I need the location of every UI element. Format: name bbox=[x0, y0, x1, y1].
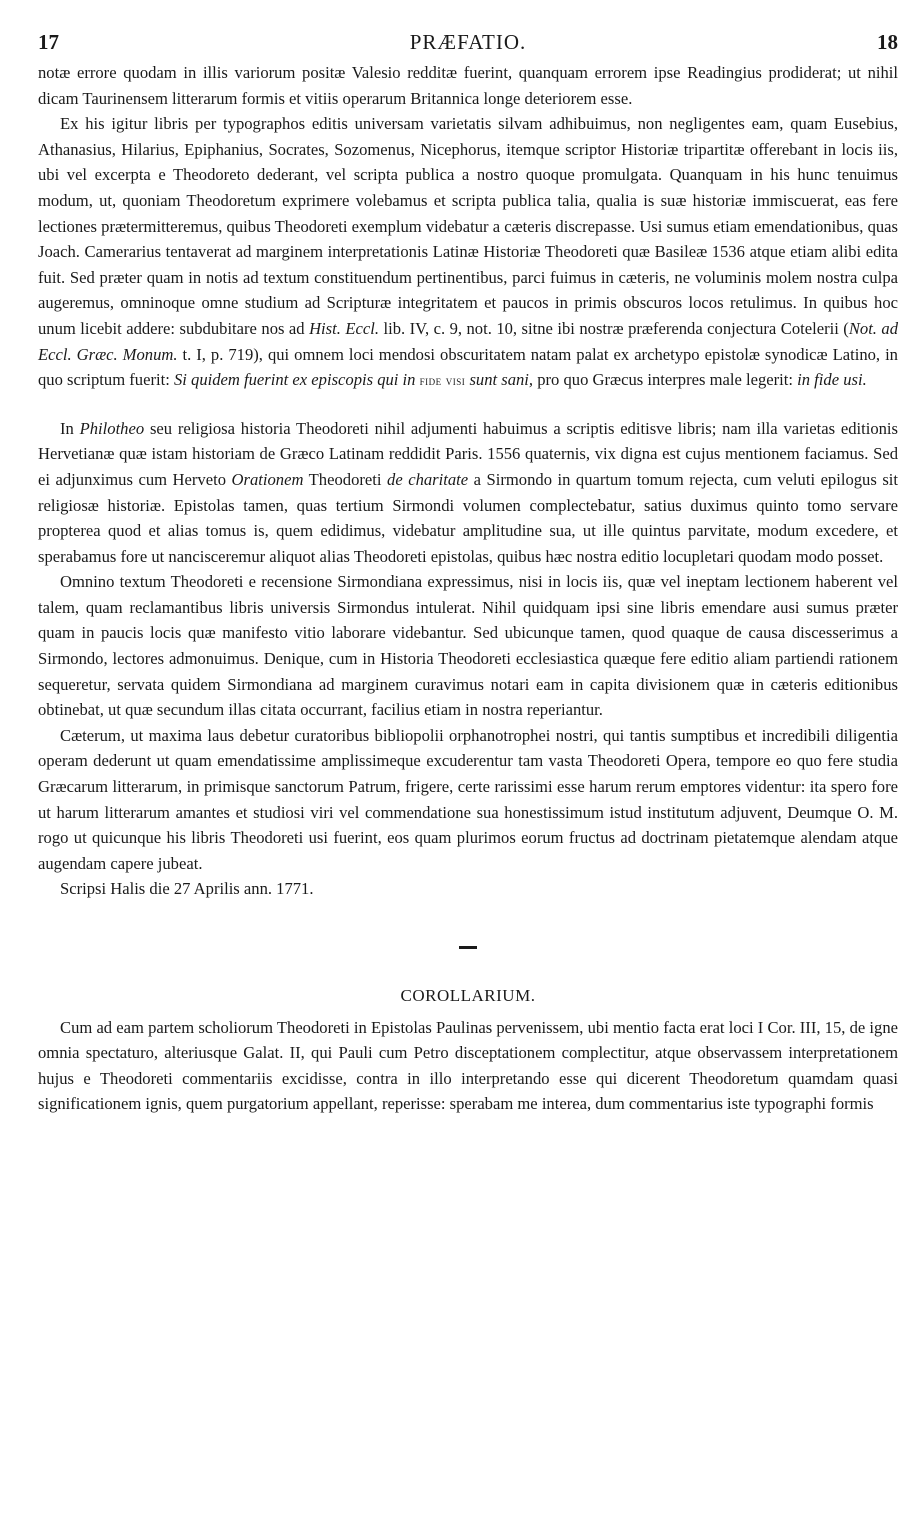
running-title: PRÆFATIO. bbox=[409, 30, 527, 54]
corollarium-text: Cum ad eam partem scholiorum Theodoreti in Epistolas Paulinas pervenissem, ubi mentio facta erat loci I Cor. III, 15, de igne omnia spectaturo, alteriusque Galat. II, qui Pauli cum Petro disceptationem complectitur, atque observassem interpretationem hujus e Theodoreti commentariis excidisse, contra in illo interpretando esse qui dicerent Theodoretum quamdam quasi significationem ignis, quem purgatorium appellant, reperisse: sperabam me interea, dum commentarius iste typographi formis bbox=[38, 1017, 898, 1114]
latin-quote: Si quidem fuerint ex episcopis qui in bbox=[173, 370, 416, 390]
small-caps-visi: visi bbox=[445, 373, 466, 389]
corollarium-title: COROLLARIUM. bbox=[400, 986, 536, 1005]
title-philotheo: Philotheo bbox=[79, 418, 145, 438]
small-caps-fide: fide bbox=[419, 373, 442, 389]
citation-cotelerii: Not. ad Eccl. Græc. Monum. bbox=[38, 318, 899, 364]
greek-reading: in fide usi. bbox=[797, 370, 867, 390]
paragraph-textum: Omnino textum Theodoreti e recensione Sirmondiana expressimus, nisi in locis iis, quæ vel ineptam lectionem haberent vel talem, quam reclamantibus libris universis Sirmondus intulerat. Nihil quidquam ipsi sine libris emendare ausi sumus præter quam in paucis locis quæ manifesto vitio laborare videbantur. Sed ubicunque tamen, quod quaque de causa discesserimus a Sirmondo, lectores admonuimus. Denique, cum in Historia Theodoreti ecclesiastica quæque fere editio aliam partiendi rationem sequeretur, servata quidem Sirmondiana ad marginem curavimus notari eam in capita divisionem quæ in cæteris editionibus obtinebat, ut quæ secundum illas citata occurrant, facilius etiam in nostra reperiantur. bbox=[38, 572, 898, 720]
paragraph-sources: Ex his igitur libris per typographos editis universam varietatis silvam adhibuimus, non negligentes eam, quam Eusebius, Athanasius, Hilarius, Epiphanius, Socrates, Sozomenus, Nicephorus, itemque scriptor Historiæ tripartitæ offerebant in locis iis, ubi vel excerpta e Theodoreto dederant, vel scripta publica a nostro quoque promulgata. Quanquam in his hunc tenuimus modum, ut, quoniam Theodoretum exprimere volebamus et scripta publica talia, qualia is suæ historiæ immiscuerat, eas fere lectiones prætermitteremus, quibus Theodoreti exemplum videbatur a cæteris discrepasse. Usi sumus etiam emendationibus, quas Joach. Camerarius tentaverat ad marginem interpretationis Latinæ Historiæ Theodoreti quæ Basileæ 1536 atque etiam alibi edita fuit. Sed præter quam in notis ad textum constituendum pertinentibus, parci fuimus in cæteris, ne voluminis molem nostra culpa augeremus, omninoque omne studium ad Scripturæ integritatem et paucos in primis obscuros locos retulimus. In quibus hoc unum licebit addere: subdubitare nos ad Hist. Eccl. lib. IV, c. 9, not. 10, sitne ibi nostræ præferenda conjectura Cotelerii (Not. ad Eccl. Græc. Monum. t. I, p. 719), qui omnem loci mendosi obscuritatem natam palat ex archetypo epistolæ synodicæ Latino, in quo scriptum fuerit: Si quidem fuerint ex episcopis qui in fide visi sunt sani, pro quo Græcus interpres male legerit: in fide usi. bbox=[38, 114, 899, 390]
section-divider bbox=[459, 946, 477, 949]
signature-line: Scripsi Halis die 27 Aprilis ann. 1771. bbox=[60, 879, 314, 899]
paragraph-continuation: notæ errore quodam in illis variorum positæ Valesio redditæ fuerint, quanquam errorem ipse Readingius prodiderat; ut nihil dicam Taurinensem litterarum formis et vitiis operarum Britannica longe deteriorem esse. bbox=[38, 63, 898, 108]
title-orationem: Orationem bbox=[231, 469, 304, 489]
paragraph-caeterum: Cæterum, ut maxima laus debetur curatoribus bibliopolii orphanotrophei nostri, qui tantis sumptibus et incredibili diligentia operam dederunt ut quam emendatissime amplissimeque excuderentur tam vasta Theodoreti Opera, tempore eo quo fere studia Græcarum litterarum, in primisque sanctorum Patrum, frigere, certe rarissimi esse harum rerum emptores videntur: ita spero fore ut harum litterarum amantes et studiosi viri vel commendatione sua honestissimum istud institutum adjuvent, Deumque O. M. rogo ut quicunque his libris Theodoreti usi fuerint, eos quam plurimos eorum fructus ad doctrinam pietatemque alendam atque augendam capere jubeat. bbox=[38, 725, 898, 873]
page-number-right: 18 bbox=[877, 30, 898, 54]
citation-hist-eccl: Hist. Eccl. bbox=[309, 318, 379, 338]
paragraph-philotheo: In Philotheo seu religiosa historia Theodoreti nihil adjumenti habuimus a scriptis editisve libris; nam illa varietas editionis Hervetianæ quæ istam historiam de Græco Latinam reddidit Paris. 1556 quaternis, vix digna est cujus mentionem faciamus. Sed ei adjunximus cum Herveto Orationem Theodoreti de charitate a Sirmondo in quartum tomum rejecta, cum veluti epilogus sit religiosæ historiæ. Epistolas tamen, quas tertium Sirmondi volumen complectebatur, satius duximus quinto tomo servare propterea quod et alias tomus is, quem edidimus, videbatur amplitudine sua, ut ille quintus parvitate, modum excedere, et sperabamus fore ut nancisceremur aliquot alias Theodoreti epistolas, quibus hæc nostra editio locupletari quodam modo posset. bbox=[38, 418, 898, 566]
page-number-left: 17 bbox=[38, 30, 59, 54]
running-header bbox=[38, 30, 898, 60]
body-text bbox=[38, 60, 898, 1117]
title-de-charitate: de charitate bbox=[387, 469, 469, 489]
latin-quote-end: sunt sani, bbox=[469, 370, 534, 390]
